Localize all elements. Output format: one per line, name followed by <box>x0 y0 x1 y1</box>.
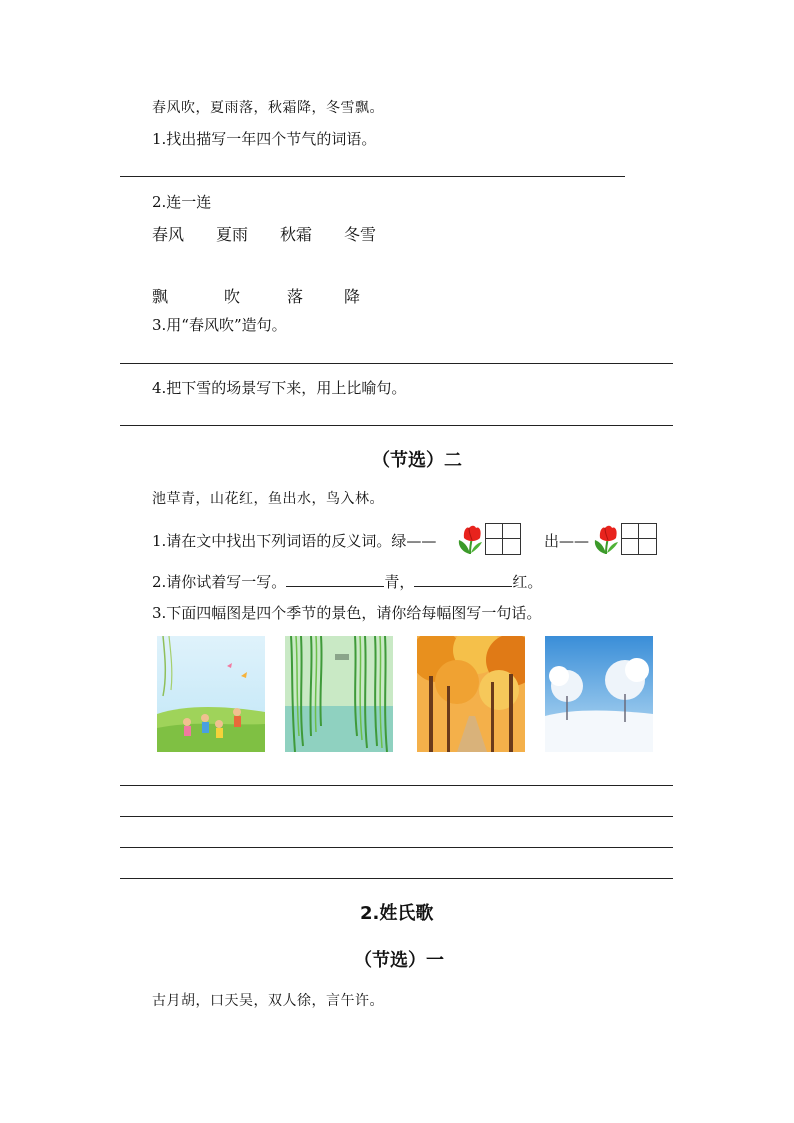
question-2-3: 3.下面四幅图是四个季节的景色，请你给每幅图写一句话。 <box>152 604 542 622</box>
left-word[interactable]: 春风 <box>152 225 185 244</box>
poem-line-2: 池草青，山花红，鱼出水，鸟入林。 <box>152 491 384 507</box>
answer-line[interactable] <box>120 425 673 426</box>
right-word[interactable]: 吹 <box>224 287 241 306</box>
lesson-title: 2.姓氏歌 <box>360 903 434 924</box>
poem-line-1: 春风吹，夏雨落，秋霜降，冬雪飘。 <box>152 100 384 116</box>
question-2: 2.连一连 <box>152 193 212 211</box>
answer-line[interactable] <box>120 847 673 848</box>
answer-line[interactable] <box>120 816 673 817</box>
fill-char: 红。 <box>512 573 543 591</box>
fill-blank[interactable] <box>286 572 384 587</box>
question-2-2 <box>152 571 542 592</box>
answer-line[interactable] <box>120 176 625 177</box>
winter-picture <box>545 636 653 752</box>
answer-box[interactable] <box>485 523 521 555</box>
poem-line-3: 古月胡，口天吴，双人徐，言午许。 <box>152 993 384 1009</box>
left-word[interactable]: 夏雨 <box>216 225 249 244</box>
right-word[interactable]: 飘 <box>152 287 169 306</box>
spring-picture <box>157 636 265 752</box>
summer-picture <box>285 636 393 752</box>
question-2-1: 1.请在文中找出下列词语的反义词。绿—— <box>152 532 437 550</box>
section-heading: （节选）一 <box>354 950 444 971</box>
right-word[interactable]: 落 <box>287 287 304 306</box>
question-2-1-second: 出—— <box>544 532 590 550</box>
autumn-picture <box>417 636 525 752</box>
question-1: 1.找出描写一年四个节气的词语。 <box>152 130 377 148</box>
question-4: 4.把下雪的场景写下来，用上比喻句。 <box>152 379 407 397</box>
fill-char: 青， <box>384 573 415 591</box>
answer-line[interactable] <box>120 363 673 364</box>
right-word[interactable]: 降 <box>344 287 361 306</box>
section-heading: （节选）二 <box>372 450 462 471</box>
question-3: 3.用“春风吹”造句。 <box>152 316 287 334</box>
left-word[interactable]: 冬雪 <box>344 225 377 244</box>
left-word[interactable]: 秋霜 <box>280 225 313 244</box>
answer-box[interactable] <box>621 523 657 555</box>
question-2-2-text: 2.请你试着写一写。 <box>152 573 287 591</box>
tulip-icon <box>456 524 486 556</box>
answer-line[interactable] <box>120 785 673 786</box>
tulip-icon <box>592 524 622 556</box>
fill-blank[interactable] <box>414 572 512 587</box>
answer-line[interactable] <box>120 878 673 879</box>
